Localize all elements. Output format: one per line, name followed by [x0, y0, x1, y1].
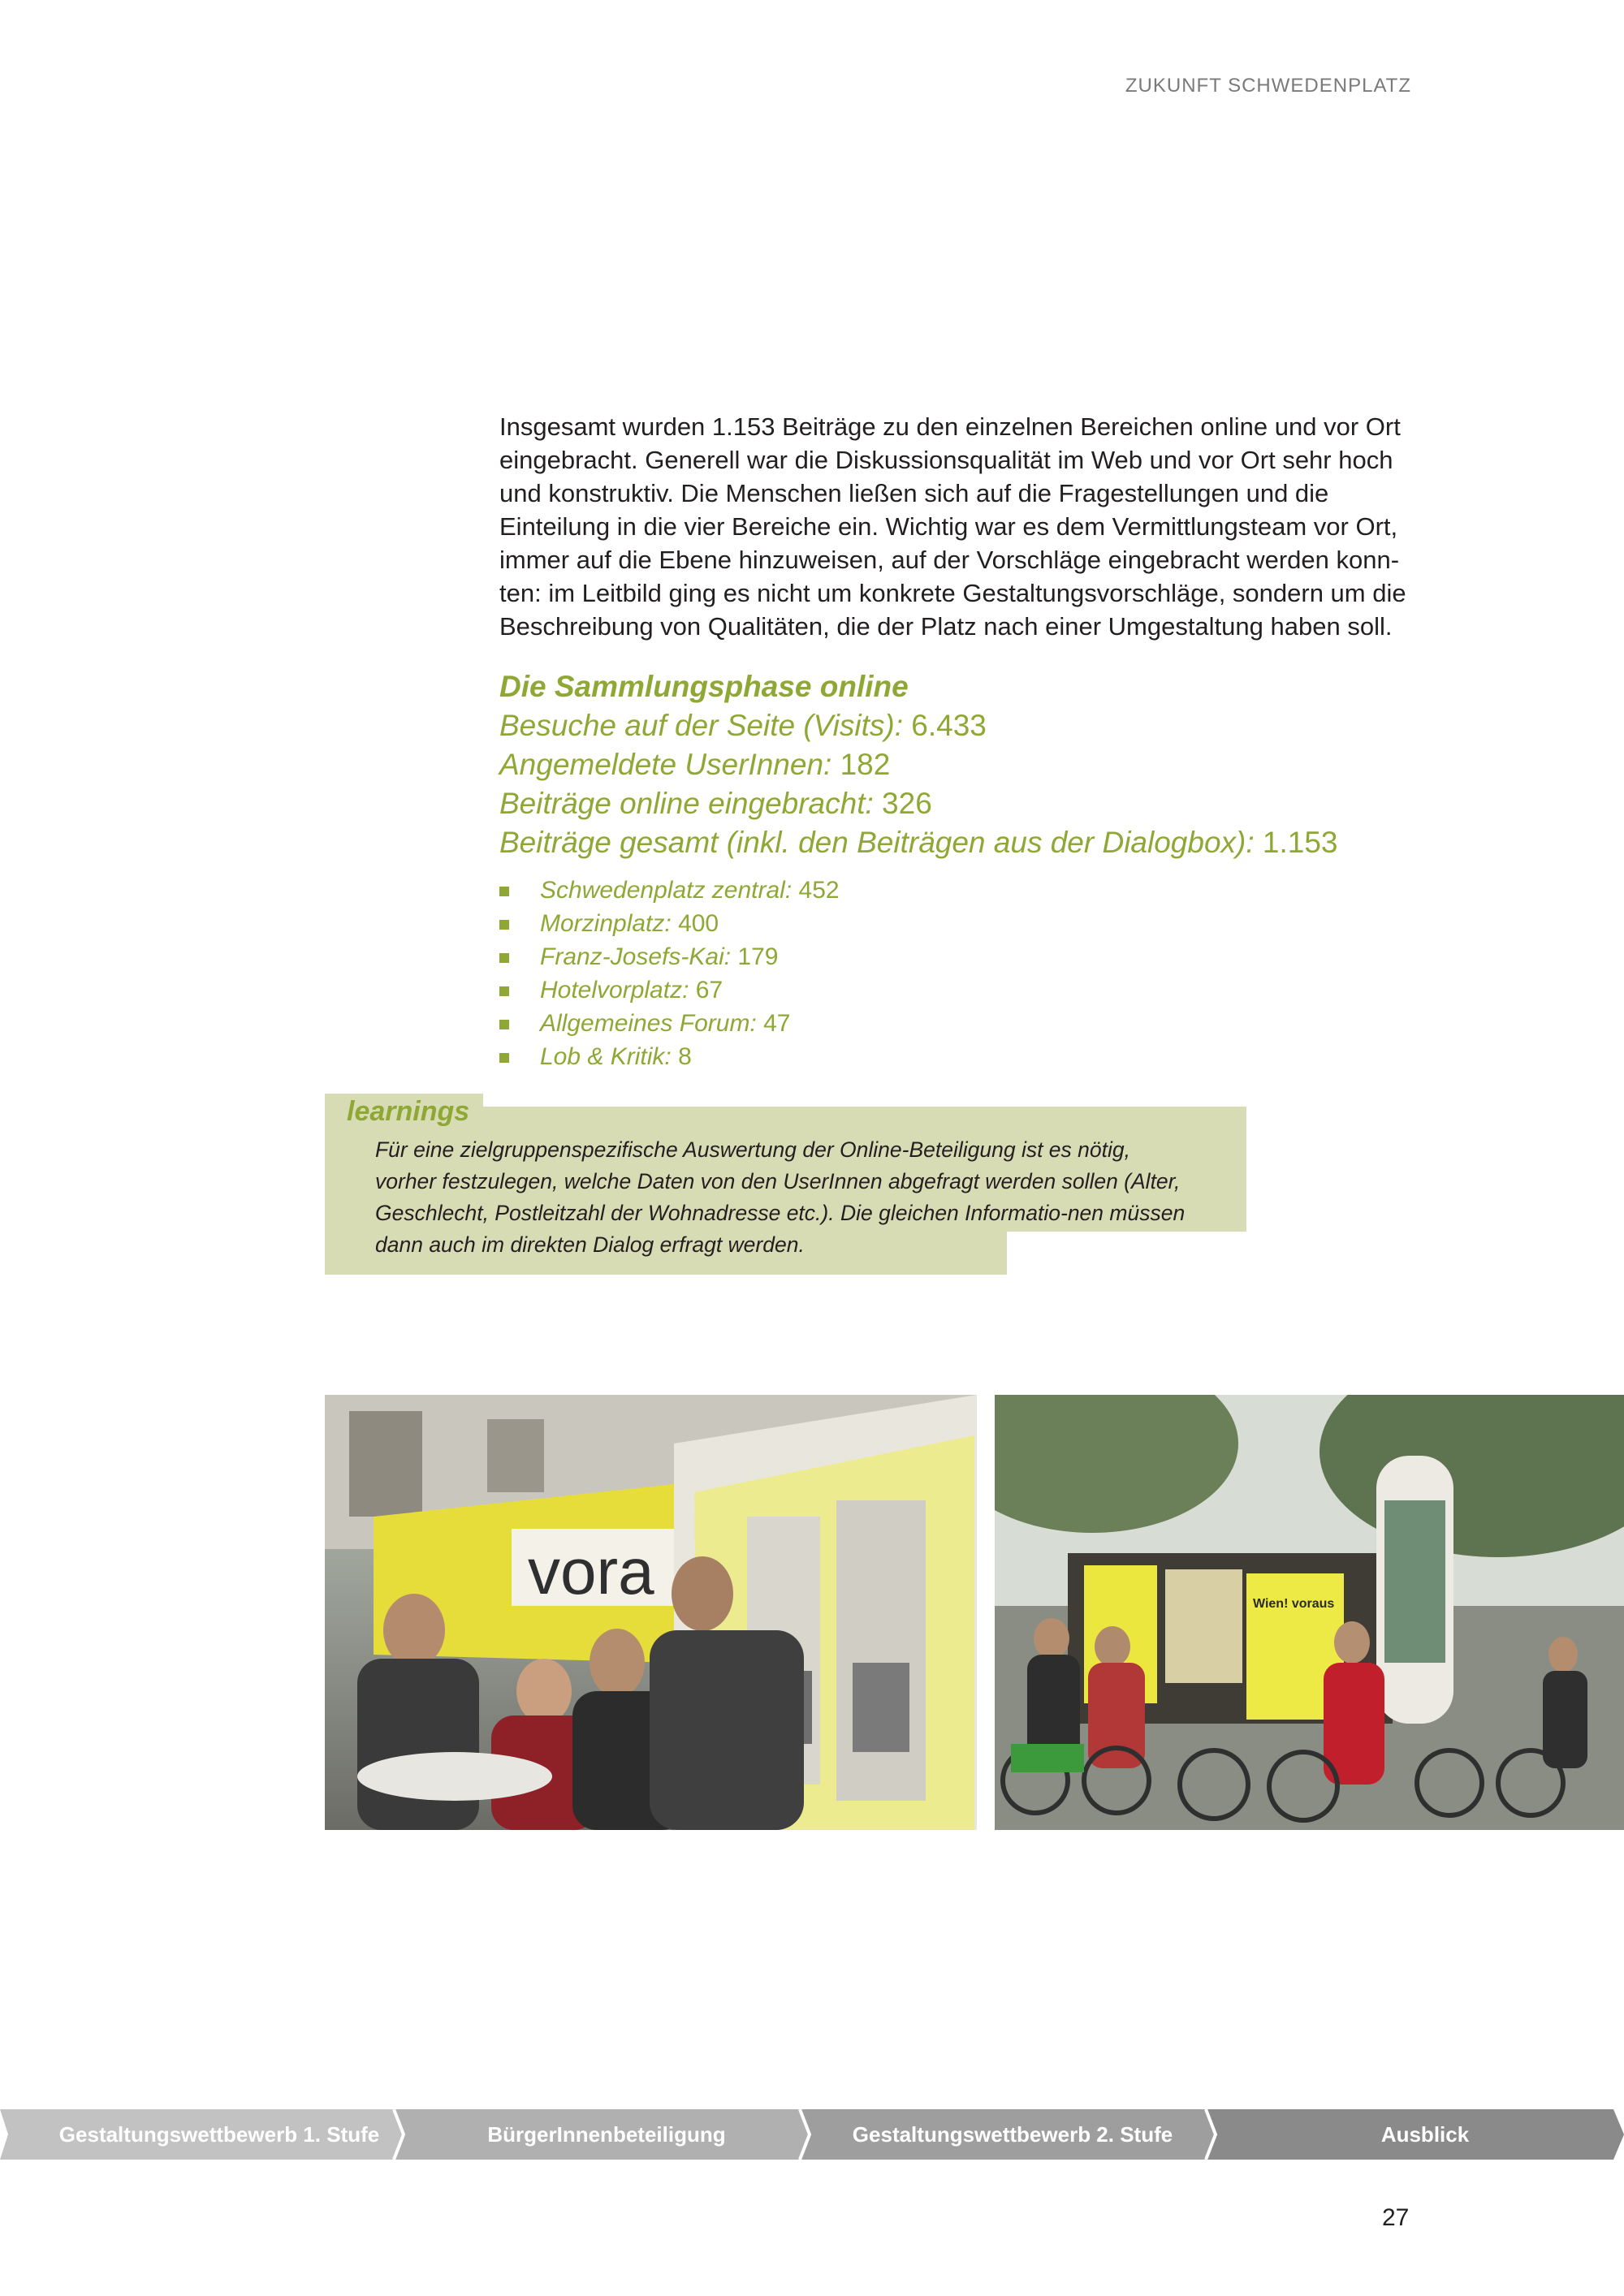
- nav-step-1[interactable]: Gestaltungswettbewerb 1. Stufe: [58, 2122, 380, 2147]
- list-item: [499, 973, 1474, 1007]
- stat-line: [499, 745, 1474, 784]
- area-label: Franz-Josefs-Kai:: [540, 943, 732, 970]
- stats-title: Die Sammlungsphase online: [499, 670, 909, 703]
- nav-step-2[interactable]: BürgerInnenbeteiligung: [487, 2122, 726, 2147]
- area-value: 47: [763, 1010, 791, 1037]
- square-bullet-icon: [499, 887, 509, 896]
- running-header: ZUKUNFT SCHWEDENPLATZ: [1125, 75, 1411, 97]
- page-number: 27: [1382, 2204, 1410, 2231]
- square-bullet-icon: [499, 1053, 509, 1063]
- stat-label: Besuche auf der Seite (Visits):: [499, 709, 904, 742]
- square-bullet-icon: [499, 953, 509, 963]
- stat-value: 326: [882, 787, 932, 820]
- list-item: [499, 1007, 1474, 1040]
- stat-value: 6.433: [911, 709, 987, 742]
- body-paragraph: Insgesamt wurden 1.153 Beiträge zu den einzelnen Bereichen online und vor Ort eingebracht. Generell war die Diskussionsqualität im Web und vor Ort sehr hoch und konstruktiv. Die Menschen ließen sich auf die Fragestellungen und die Einteilung in die vier Bereiche ein. Wichtig war es dem Vermittlungsteam vor Ort, immer auf die Ebene hinzuweisen, auf der Vorschläge eingebracht werden konn-ten: im Leitbild ging es nicht um konkrete Gestaltungsvorschläge, sondern um die Beschreibung von Qualitäten, die der Platz nach einer Umgestaltung haben soll.: [499, 412, 1406, 641]
- square-bullet-icon: [499, 986, 509, 996]
- area-label: Morzinplatz:: [540, 910, 672, 937]
- stat-label: Beiträge online eingebracht:: [499, 787, 874, 820]
- stat-line: [499, 784, 1474, 823]
- list-item: [499, 940, 1474, 973]
- breakdown-list: [499, 874, 1474, 1073]
- list-item: [499, 907, 1474, 940]
- learnings-text: Für eine zielgruppenspezifische Auswertung der Online-Beteiligung ist es nötig, vorher festzulegen, welche Daten von den UserInnen abgefragt werden sollen (Alter, Geschlecht, Postleitzahl der Wohnadresse etc.). Die gleichen Informatio-nen müssen dann auch im direkten Dialog erfragt werden.: [375, 1137, 1186, 1257]
- area-value: 67: [695, 977, 723, 1003]
- photo-illustration: [325, 1395, 977, 1830]
- stat-line: [499, 823, 1474, 862]
- event-photo-dialogbox-exterior: [995, 1395, 1624, 1830]
- photo-sign-text: vora: [528, 1535, 654, 1608]
- nav-step-3[interactable]: Gestaltungswettbewerb 2. Stufe: [852, 2122, 1173, 2147]
- area-value: 8: [678, 1043, 692, 1070]
- process-nav-bar: [0, 2109, 1624, 2160]
- area-value: 400: [678, 910, 719, 937]
- stat-value: 182: [840, 748, 891, 781]
- area-value: 179: [737, 943, 779, 970]
- learnings-tab-notch: [483, 1088, 491, 1107]
- area-label: Schwedenplatz zentral:: [540, 877, 793, 904]
- square-bullet-icon: [499, 1020, 509, 1029]
- stat-line: [499, 706, 1474, 745]
- list-item: [499, 1040, 1474, 1073]
- photo-sign-text: Wien! voraus: [1253, 1597, 1335, 1611]
- stat-label: Beiträge gesamt (inkl. den Beiträgen aus der Dialogbox):: [499, 826, 1255, 859]
- area-label: Hotelvorplatz:: [540, 977, 689, 1003]
- stat-label: Angemeldete UserInnen:: [499, 748, 832, 781]
- square-bullet-icon: [499, 920, 509, 930]
- list-item: [499, 874, 1474, 907]
- area-label: Lob & Kritik:: [540, 1043, 672, 1070]
- area-value: 452: [798, 877, 840, 904]
- learnings-heading: learnings: [347, 1096, 470, 1127]
- stats-section: [499, 667, 1474, 1073]
- photo-illustration: [995, 1395, 1624, 1830]
- stat-value: 1.153: [1262, 826, 1338, 859]
- area-label: Allgemeines Forum:: [540, 1010, 757, 1037]
- event-photo-dialogbox-interior: [325, 1395, 977, 1830]
- nav-step-4[interactable]: Ausblick: [1380, 2122, 1470, 2147]
